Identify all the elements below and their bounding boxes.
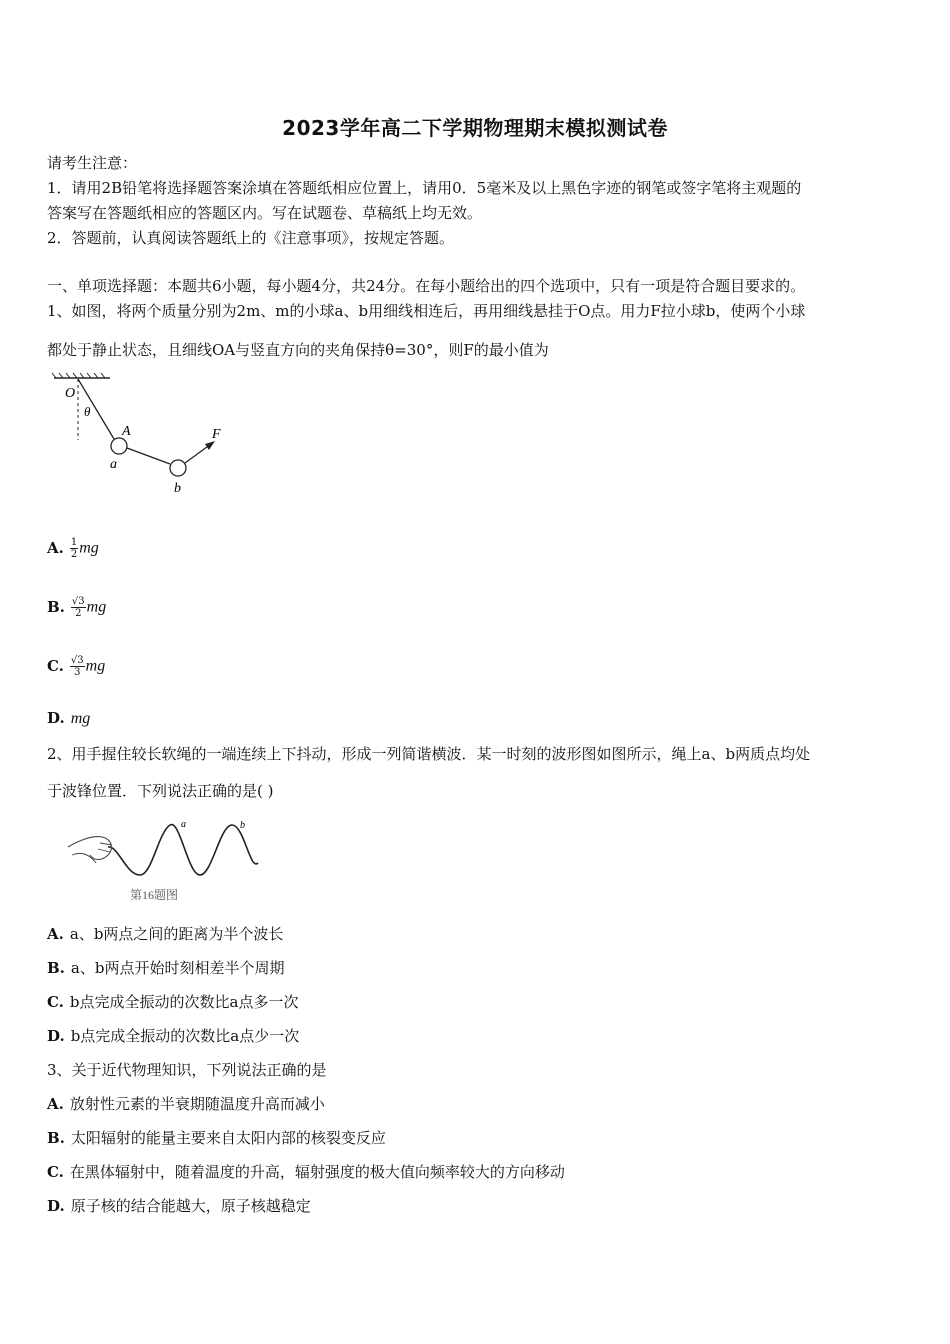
q2-stem-line-2: 于波锋位置．下列说法正确的是( )	[47, 782, 274, 800]
label-b: b	[240, 820, 245, 831]
label-a: a	[181, 819, 186, 830]
option-letter: D.	[47, 1027, 65, 1045]
notice-line-3: 2．答题前，认真阅读答题纸上的《注意事项》，按规定答题。	[47, 229, 455, 247]
ceiling-support	[52, 373, 110, 378]
option-unit: mg	[86, 598, 107, 616]
option-letter: A.	[47, 1095, 64, 1113]
option-unit: mg	[79, 539, 99, 557]
q1-option-d[interactable]	[47, 708, 90, 729]
option-letter: A.	[47, 925, 64, 943]
force-arrowhead	[205, 441, 215, 450]
q2-stem-line-1: 2、用手握住较长软绳的一端连续上下抖动，形成一列简谐横波．某一时刻的波形图如图所示，绳上a、b两质点均处	[47, 745, 811, 763]
option-text: b点完成全振动的次数比a点多一次	[69, 993, 299, 1011]
q1-figure-pendulum	[48, 372, 233, 497]
option-letter: B.	[47, 1129, 65, 1147]
notice-line-2: 答案写在答题纸相应的答题区内。写在试题卷、草稿纸上均无效。	[47, 204, 483, 222]
fraction: $\frac{1}{2}$	[70, 537, 78, 560]
option-text: b点完成全振动的次数比a点少一次	[70, 1027, 300, 1045]
q2-option-a[interactable]	[47, 924, 283, 944]
option-letter: B.	[47, 959, 65, 977]
option-letter: A.	[47, 538, 64, 557]
q2-figure-wave	[60, 815, 270, 907]
q3-option-a[interactable]	[47, 1094, 325, 1114]
q1-stem-line-2: 都处于静止状态，且细线OA与竖直方向的夹角保持θ=30°，则F的最小值为	[47, 341, 549, 359]
option-text: 在黑体辐射中，随着温度的升高，辐射强度的极大值向频率较大的方向移动	[69, 1163, 565, 1181]
label-a-upper: A	[122, 424, 131, 439]
option-text: 太阳辐射的能量主要来自太阳内部的核裂变反应	[70, 1129, 386, 1147]
page-title: 2023学年高二下学期物理期末模拟测试卷	[282, 116, 668, 140]
option-text: a、b两点之间的距离为半个波长	[69, 925, 284, 943]
option-unit: mg	[85, 657, 106, 675]
label-o: O	[65, 386, 76, 401]
option-unit: mg	[70, 710, 91, 727]
fraction: $\frac{√3}{3}$	[70, 655, 84, 678]
q1-stem-line-1: 1、如图，将两个质量分别为2m、m的小球a、b用细线相连后，再用细线悬挂于O点。用力F拉小球b，使两个小球	[47, 302, 806, 320]
figure-caption: 第16题图	[130, 888, 179, 902]
q1-option-b[interactable]	[47, 596, 106, 619]
ball-a	[111, 438, 127, 454]
option-text: 放射性元素的半衰期随温度升高而减小	[69, 1095, 325, 1113]
label-a-lower: a	[110, 457, 117, 472]
q1-option-c[interactable]	[47, 655, 105, 678]
option-letter: C.	[47, 1163, 64, 1181]
wave-curve	[108, 825, 258, 875]
q2-option-c[interactable]	[47, 992, 298, 1012]
q3-stem: 3、关于近代物理知识，下列说法正确的是	[47, 1061, 327, 1079]
hand-icon	[68, 837, 112, 863]
q3-option-d[interactable]	[47, 1196, 311, 1216]
option-letter: D.	[47, 1197, 65, 1215]
label-theta: θ	[84, 404, 91, 419]
notice-line-1: 1．请用2B铅笔将选择题答案涂填在答题纸相应位置上，请用0．5毫米及以上黑色字迹的钢笔或签字笔将主观题的	[47, 179, 802, 197]
q3-option-c[interactable]	[47, 1162, 565, 1182]
q2-option-d[interactable]	[47, 1026, 299, 1046]
option-text: 原子核的结合能越大，原子核越稳定	[70, 1197, 311, 1215]
q2-option-b[interactable]	[47, 958, 284, 978]
option-letter: D.	[47, 709, 65, 727]
q3-option-b[interactable]	[47, 1128, 386, 1148]
option-letter: B.	[47, 597, 65, 616]
notice-header: 请考生注意：	[47, 154, 138, 172]
string-ab	[127, 448, 170, 464]
q1-option-a[interactable]	[47, 537, 99, 560]
option-text: a、b两点开始时刻相差半个周期	[70, 959, 285, 977]
fraction: $\frac{√3}{2}$	[71, 596, 85, 619]
option-letter: C.	[47, 993, 64, 1011]
label-b: b	[174, 481, 181, 496]
section-heading: 一、单项选择题：本题共6小题，每小题4分，共24分。在每小题给出的四个选项中，只有一项是符合题目要求的。	[47, 277, 806, 295]
option-letter: C.	[47, 656, 64, 675]
label-f: F	[212, 427, 221, 442]
ball-b	[170, 460, 186, 476]
